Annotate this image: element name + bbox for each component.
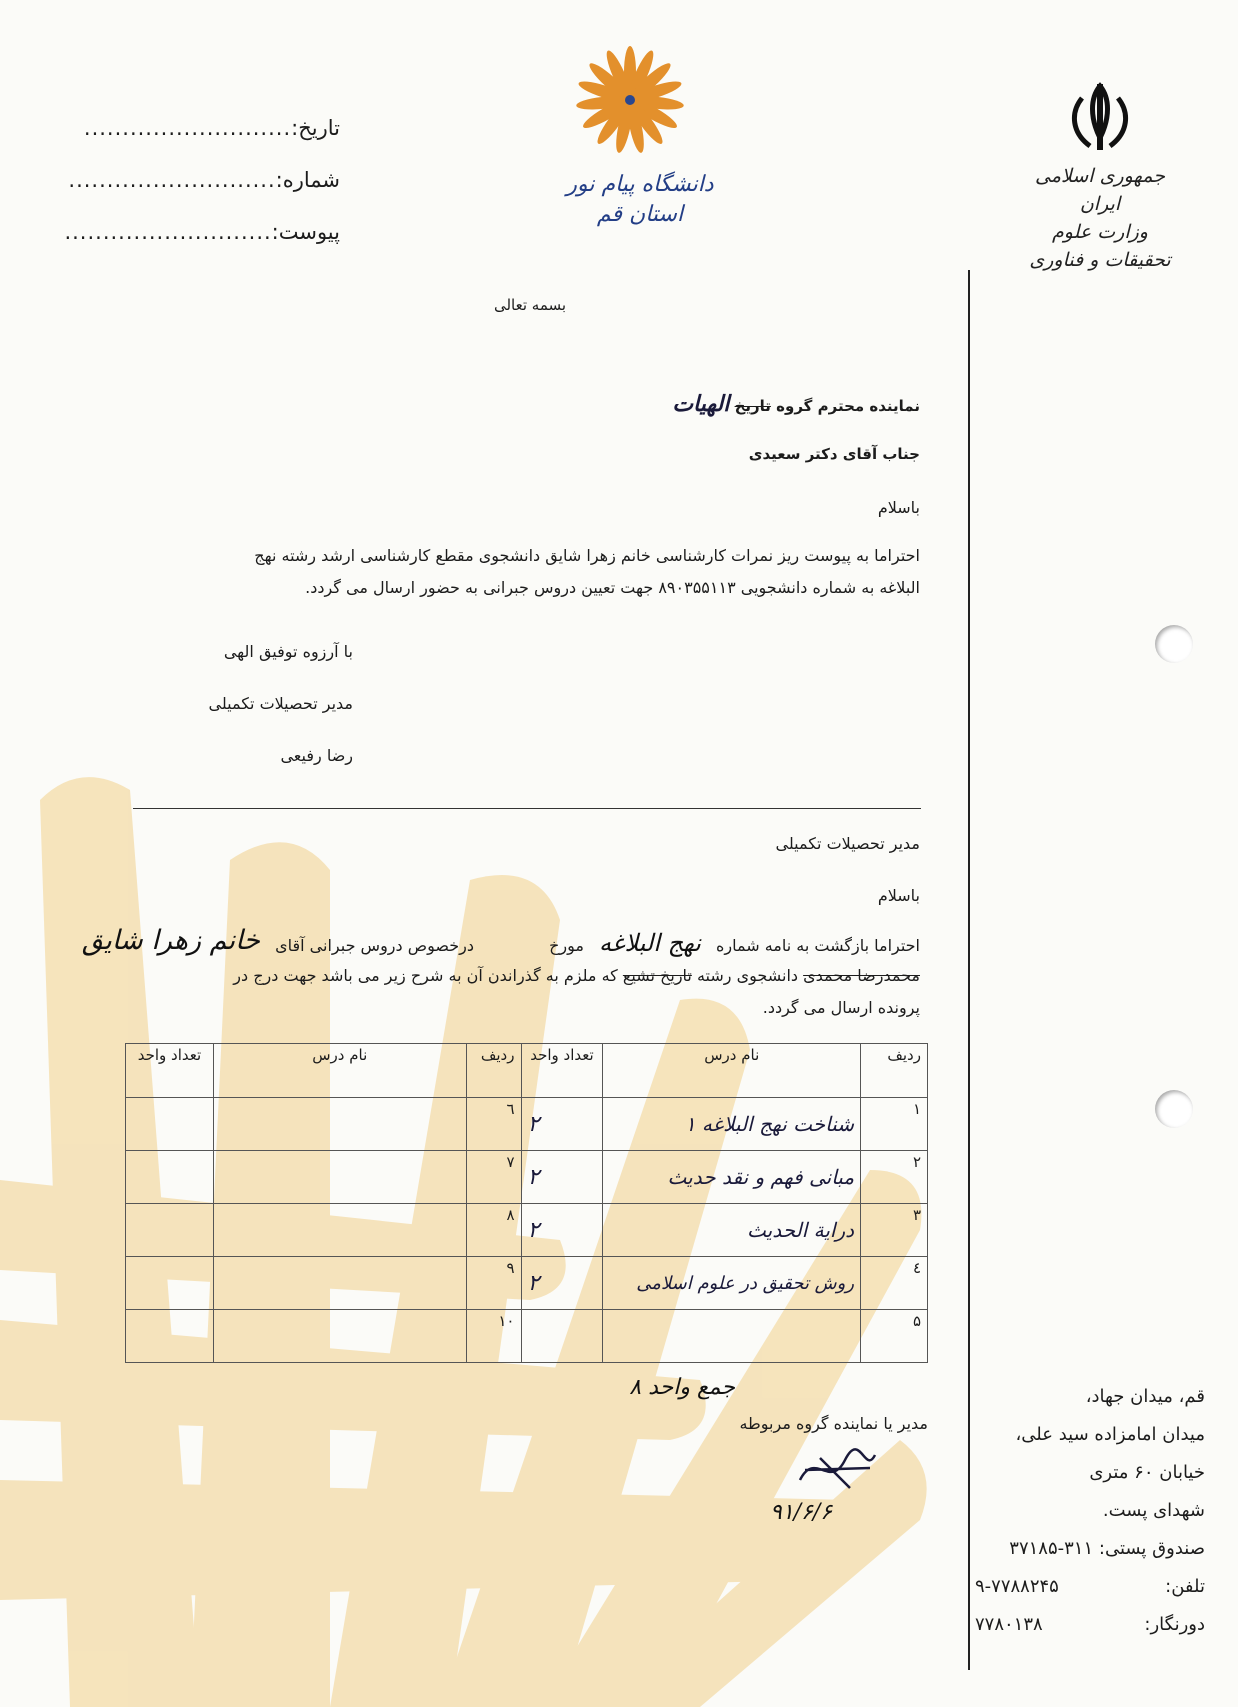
table-row [126, 1098, 928, 1151]
course-units: ۲ [521, 1204, 603, 1257]
row-num-2: ٦ [466, 1098, 521, 1151]
header-course: نام درس [603, 1044, 861, 1098]
header-row-num-2: ردیف [466, 1044, 521, 1098]
bismillah: بسمه تعالی [493, 296, 567, 314]
address-line4: شهدای پست. [1102, 1500, 1205, 1521]
reply-line1-b: مورخ [549, 936, 584, 955]
header-course-2: نام درس [213, 1044, 466, 1098]
ministry-header [1025, 78, 1175, 274]
closing-line1: با آرزوه توفیق الهی [223, 642, 353, 661]
side-divider [968, 270, 970, 1670]
university-name [560, 170, 720, 230]
fax-label: دورنگار: [1144, 1614, 1205, 1635]
phone-number: ۹-۷۷۸۸۲۴۵ [975, 1576, 1059, 1597]
course-name-2 [213, 1257, 466, 1310]
course-units-2 [126, 1151, 214, 1204]
course-name: روش تحقیق در علوم اسلامی [603, 1257, 861, 1310]
row-num: ۵ [861, 1310, 928, 1363]
course-units: ۲ [521, 1098, 603, 1151]
course-name [603, 1310, 861, 1363]
reply-line1 [160, 927, 920, 962]
course-units: ۲ [521, 1257, 603, 1310]
address-fax [975, 1606, 1205, 1644]
university-line1: دانشگاه پیام نور [566, 172, 714, 197]
reply-hand-name: خانم زهرا شایق [81, 925, 260, 956]
course-units-2 [126, 1098, 214, 1151]
meta-attachment-dots: ........................... [64, 220, 272, 244]
address-phone [975, 1568, 1205, 1606]
header-units-2: تعداد واحد [126, 1044, 214, 1098]
letter-meta [64, 102, 340, 258]
recipient-prefix: نماینده محترم گروه [776, 397, 920, 415]
reply-line1-a: احتراما بازگشت به نامه شماره [715, 936, 920, 955]
course-name: شناخت نهج البلاغه ۱ [603, 1098, 861, 1151]
letter-body-line1: احتراما به پیوست ریز نمرات کارشناسی خانم زهرا شایق دانشجوی مقطع کارشناسی ارشد رشته نهج [254, 546, 920, 565]
reply-struck-name: محمدرضا محمدی [803, 966, 920, 985]
course-units [521, 1310, 603, 1363]
meta-number-dots: ........................... [68, 168, 276, 192]
header-row-num: ردیف [861, 1044, 928, 1098]
ministry-line2: وزارت علوم تحقیقات و فناوری [1029, 221, 1171, 271]
course-units: ۲ [521, 1151, 603, 1204]
reply-struck-field: تاریخ تشیع [622, 966, 692, 985]
sign-date: ۹۱/۶/۶ [770, 1500, 833, 1525]
recipient-handwritten: الهیات [672, 391, 730, 417]
address-line3: خیابان ۶۰ متری [1089, 1462, 1205, 1483]
fax-number: ۷۷۸۰۱۳۸ [975, 1614, 1043, 1635]
meta-date-label: تاریخ: [291, 116, 340, 140]
reply-line2 [140, 960, 920, 992]
ministry-line1: جمهوری اسلامی ایران [1035, 165, 1165, 215]
course-units-2 [126, 1204, 214, 1257]
header-units: تعداد واحد [521, 1044, 603, 1098]
table-row [126, 1151, 928, 1204]
signature-icon [790, 1440, 880, 1500]
address-line1: قم، میدان جهاد، [1085, 1386, 1205, 1407]
meta-date [80, 102, 340, 154]
reply-line2-b: که ملزم به گذراندن آن به شرح زیر می باشد جهت درج در [233, 966, 618, 985]
reply-hand-field: نهج البلاغه [599, 929, 701, 957]
punch-hole [1155, 1090, 1193, 1128]
course-units-2 [126, 1310, 214, 1363]
phone-label: تلفن: [1165, 1576, 1205, 1597]
course-name: درایة الحدیث [603, 1204, 861, 1257]
university-line2: استان قم [596, 202, 684, 227]
table-header-row [126, 1044, 928, 1098]
address-line5: صندوق پستی: ۳۱۱-۳۷۱۸۵ [1009, 1538, 1205, 1559]
reply-line1-c: درخصوص دروس جبرانی آقای [275, 936, 474, 955]
closing-line3: رضا رفیعی [280, 746, 353, 765]
course-name-2 [213, 1204, 466, 1257]
meta-attachment [64, 206, 340, 258]
section-divider [133, 808, 921, 809]
punch-hole [1155, 625, 1193, 663]
letter-greeting: باسلام [877, 498, 920, 517]
meta-number-label: شماره: [275, 168, 340, 192]
reply-greeting: باسلام [877, 886, 920, 905]
course-units-2 [126, 1257, 214, 1310]
row-num: ۱ [861, 1098, 928, 1151]
row-num: ۲ [861, 1151, 928, 1204]
meta-attachment-label: پیوست: [271, 220, 340, 244]
table-row [126, 1310, 928, 1363]
recipient-line2: جناب آقای دکتر سعیدی [748, 445, 920, 463]
reply-to: مدیر تحصیلات تکمیلی [775, 834, 920, 853]
row-num: ۳ [861, 1204, 928, 1257]
course-name-2 [213, 1310, 466, 1363]
row-num-2: ۸ [466, 1204, 521, 1257]
course-name-2 [213, 1151, 466, 1204]
course-name-2 [213, 1098, 466, 1151]
address-block [975, 1378, 1205, 1644]
closing [53, 626, 353, 782]
row-num-2: ۱۰ [466, 1310, 521, 1363]
reply-line2-a: دانشجوی رشته [696, 966, 799, 985]
meta-number [68, 154, 340, 206]
units-total: جمع واحد ۸ [629, 1375, 735, 1400]
meta-date-dots: ........................... [83, 116, 292, 140]
row-num: ٤ [861, 1257, 928, 1310]
courses-table [125, 1043, 928, 1363]
closing-line2: مدیر تحصیلات تکمیلی [208, 694, 353, 713]
signoff: مدیر یا نماینده گروه مربوطه [739, 1414, 928, 1433]
recipient-struck: تاریخ [734, 397, 771, 415]
table-row [126, 1257, 928, 1310]
university-logo-icon [575, 45, 685, 155]
recipient-line1 [220, 388, 920, 422]
address-line2: میدان امامزاده سید علی، [1015, 1424, 1205, 1445]
row-num-2: ۷ [466, 1151, 521, 1204]
row-num-2: ۹ [466, 1257, 521, 1310]
course-name: مبانی فهم و نقد حدیث [603, 1151, 861, 1204]
emblem-of-iran-icon [1025, 78, 1175, 162]
table-row [126, 1204, 928, 1257]
reply-line3: پرونده ارسال می گردد. [762, 998, 920, 1017]
letter-body [140, 540, 920, 604]
letter-body-line2: البلاغه به شماره دانشجویی ۸۹۰۳۵۵۱۱۳ جهت تعیین دروس جبرانی به حضور ارسال می گردد. [305, 578, 920, 597]
